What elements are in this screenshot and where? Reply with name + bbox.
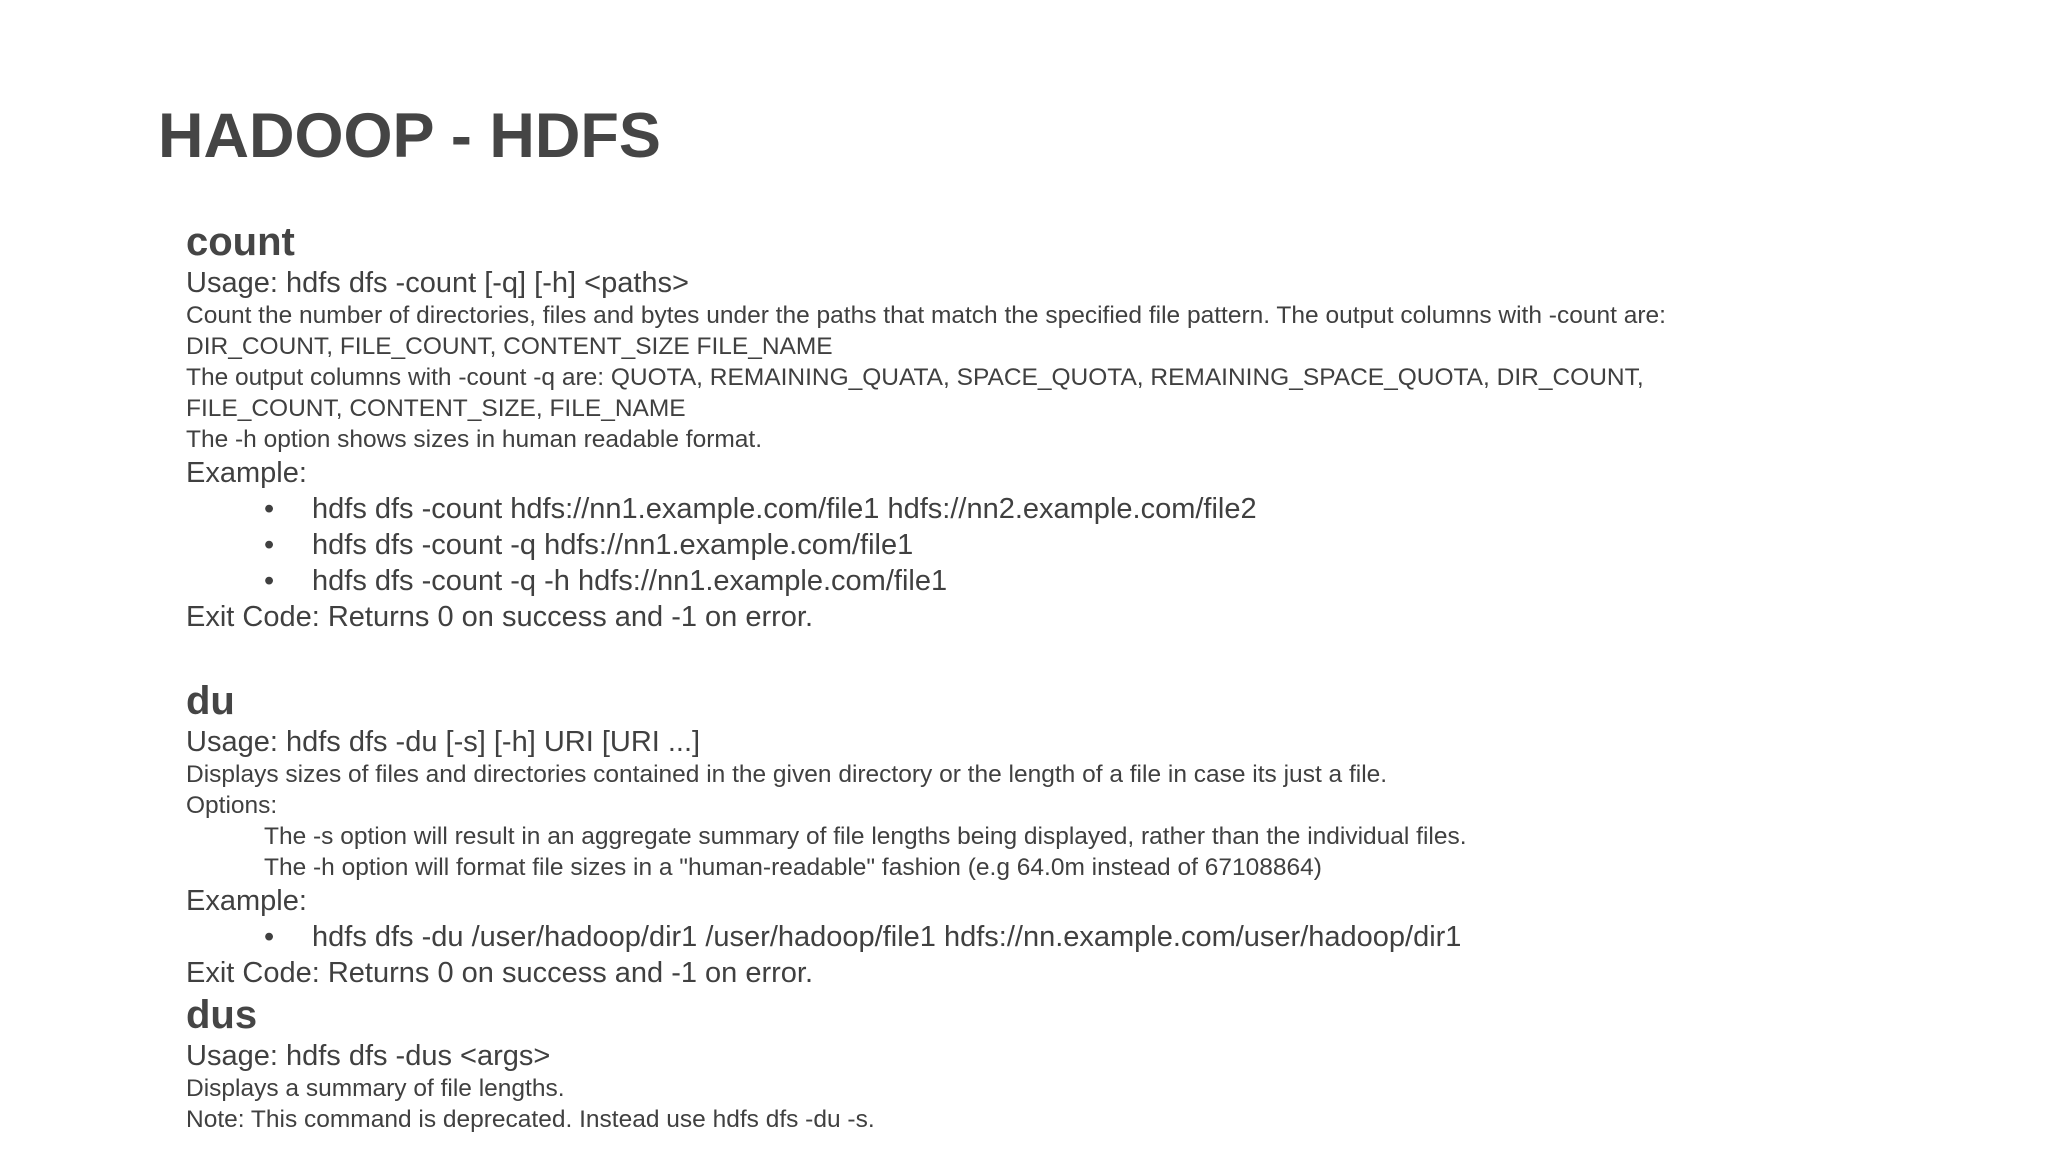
example-item: [186, 919, 2006, 955]
section-count: [186, 218, 2006, 635]
bullet-icon: •: [264, 565, 275, 597]
description-line: The -h option shows sizes in human readable format.: [186, 426, 763, 453]
option-line: The -s option will result in an aggregate summary of file lengths being displayed, rather than the individual files.: [264, 823, 1467, 850]
section-heading-count: count: [186, 220, 295, 264]
description-line: Count the number of directories, files and bytes under the paths that match the specified file pattern. The output columns with -count are:: [186, 302, 1666, 329]
section-heading-du: du: [186, 679, 235, 723]
page-title: HADOOP - HDFS: [158, 101, 661, 171]
description-line: Note: This command is deprecated. Instead use hdfs dfs -du -s.: [186, 1106, 875, 1133]
example-item: [186, 491, 2006, 527]
description-line: Displays a summary of file lengths.: [186, 1075, 565, 1102]
slide-body: [186, 218, 2006, 1135]
bullet-icon: •: [264, 921, 275, 953]
example-label: Example:: [186, 885, 307, 917]
example-text: hdfs dfs -du /user/hadoop/dir1 /user/hadoop/file1 hdfs://nn.example.com/user/hadoop/dir1: [312, 921, 1462, 953]
usage-dus: Usage: hdfs dfs -dus <args>: [186, 1040, 551, 1072]
example-item: [186, 563, 2006, 599]
exit-code: Exit Code: Returns 0 on success and -1 on error.: [186, 957, 814, 989]
section-du: [186, 677, 2006, 991]
section-spacer: [186, 635, 2006, 677]
option-line: The -h option will format file sizes in a "human-readable" fashion (e.g 64.0m instead of 67108864): [264, 854, 1322, 881]
options-label: Options:: [186, 792, 278, 819]
example-item: [186, 527, 2006, 563]
usage-du: Usage: hdfs dfs -du [-s] [-h] URI [URI ...]: [186, 726, 701, 758]
section-heading-dus: dus: [186, 993, 258, 1037]
bullet-icon: •: [264, 529, 275, 561]
usage-count: Usage: hdfs dfs -count [-q] [-h] <paths>: [186, 267, 689, 299]
example-label: Example:: [186, 457, 307, 489]
example-text: hdfs dfs -count -q hdfs://nn1.example.com/file1: [312, 529, 914, 561]
description-line: FILE_COUNT, CONTENT_SIZE, FILE_NAME: [186, 395, 686, 422]
description-line: Displays sizes of files and directories contained in the given directory or the length of a file in case its just a file.: [186, 761, 1388, 788]
example-text: hdfs dfs -count hdfs://nn1.example.com/file1 hdfs://nn2.example.com/file2: [312, 493, 1257, 525]
exit-code: Exit Code: Returns 0 on success and -1 on error.: [186, 601, 814, 633]
example-text: hdfs dfs -count -q -h hdfs://nn1.example.com/file1: [312, 565, 948, 597]
section-dus: [186, 991, 2006, 1135]
description-line: The output columns with -count -q are: QUOTA, REMAINING_QUATA, SPACE_QUOTA, REMAINING_SPACE_QUOTA, DIR_COUNT,: [186, 364, 1644, 391]
description-line: DIR_COUNT, FILE_COUNT, CONTENT_SIZE FILE_NAME: [186, 333, 833, 360]
bullet-icon: •: [264, 493, 275, 525]
